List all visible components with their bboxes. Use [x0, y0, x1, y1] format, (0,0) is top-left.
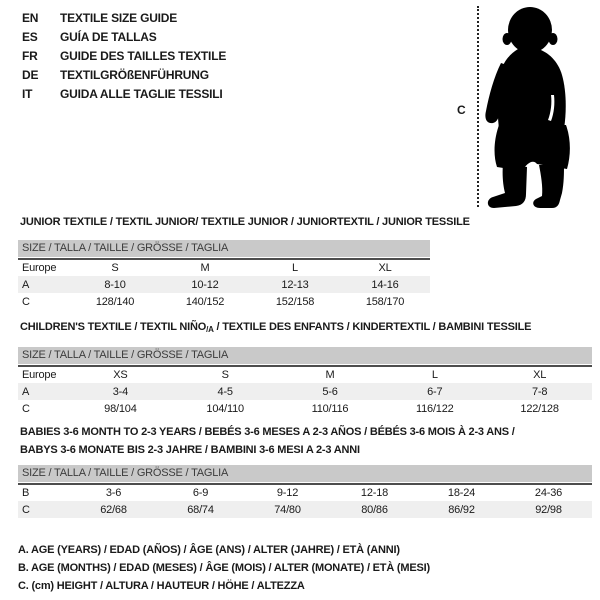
- junior-size-table: [18, 258, 430, 310]
- table-cell: 62/68: [70, 501, 157, 518]
- table-cell: 5-6: [278, 383, 383, 400]
- table-cell: XL: [533, 369, 547, 381]
- language-title: TEXTILGRÖßENFÜHRUNG: [60, 67, 209, 82]
- babies-title-line2: BABYS 3-6 MONATE BIS 2-3 JAHRE / BAMBINI 3-6 MESI A 2-3 ANNI: [20, 444, 360, 456]
- language-row-es: [22, 27, 226, 46]
- table-row: [18, 259, 430, 276]
- row-label: B: [22, 487, 30, 499]
- language-code: FR: [22, 48, 38, 63]
- footnote-c: C. (cm) HEIGHT / ALTURA / HAUTEUR / HÖHE / ALTEZZA: [18, 580, 305, 592]
- table-cell: 6-7: [382, 383, 487, 400]
- table-cell: 122/128: [520, 402, 559, 415]
- table-cell: 6-9: [192, 487, 209, 499]
- table-cell: 128/140: [95, 295, 135, 308]
- table-cell: 80/86: [331, 501, 418, 518]
- junior-section-title: JUNIOR TEXTILE / TEXTIL JUNIOR/ TEXTILE JUNIOR / JUNIORTEXTIL / JUNIOR TESSILE: [20, 216, 470, 228]
- table-cell: 152/158: [275, 295, 315, 308]
- table-cell: 14-16: [340, 276, 430, 293]
- language-row-it: [22, 84, 226, 103]
- height-measure-dotted-line: [477, 6, 479, 207]
- children-title-suffix: / TEXTILE DES ENFANTS / KINDERTEXTIL / BAMBINI TESSILE: [213, 321, 532, 333]
- language-row-fr: [22, 46, 226, 65]
- table-cell: XL: [378, 262, 392, 274]
- table-row: [18, 484, 592, 501]
- row-label: Europe: [22, 369, 57, 381]
- language-row-de: [22, 65, 226, 84]
- table-cell: 10-12: [160, 276, 250, 293]
- baby-silhouette-icon: [484, 3, 596, 211]
- table-cell: 3-6: [105, 487, 122, 499]
- table-cell: 7-8: [487, 383, 592, 400]
- language-title: GUIDA ALLE TAGLIE TESSILI: [60, 86, 223, 101]
- table-cell: 140/152: [185, 295, 225, 308]
- table-cell: 116/122: [416, 402, 454, 415]
- table-cell: 18-24: [447, 487, 476, 499]
- babies-size-header-bar: SIZE / TALLA / TAILLE / GRÖSSE / TAGLIA: [18, 465, 592, 482]
- table-cell: 8-10: [70, 276, 160, 293]
- language-header: [22, 8, 226, 103]
- row-label: A: [18, 276, 70, 293]
- junior-size-header-bar: SIZE / TALLA / TAILLE / GRÖSSE / TAGLIA: [18, 240, 430, 257]
- table-cell: 9-12: [276, 487, 299, 499]
- table-cell: 4-5: [173, 383, 278, 400]
- height-measure-label: C: [457, 103, 466, 117]
- table-cell: 12-18: [360, 487, 389, 499]
- table-cell: 12-13: [250, 276, 340, 293]
- table-row: [18, 293, 430, 310]
- footnote-a: A. AGE (YEARS) / EDAD (AÑOS) / ÂGE (ANS) / ALTER (JAHRE) / ETÀ (ANNI): [18, 544, 400, 556]
- language-code: EN: [22, 10, 39, 25]
- language-title: GUÍA DE TALLAS: [60, 29, 157, 44]
- row-label: A: [18, 383, 68, 400]
- children-size-table: [18, 365, 592, 417]
- footnote-b: B. AGE (MONTHS) / EDAD (MESES) / ÂGE (MOIS) / ALTER (MONATE) / ETÀ (MESI): [18, 562, 430, 574]
- babies-section-title: [18, 423, 592, 459]
- table-row: [18, 276, 430, 293]
- table-cell: 74/80: [244, 501, 331, 518]
- table-cell: 86/92: [418, 501, 505, 518]
- table-cell: 92/98: [505, 501, 592, 518]
- row-label: C: [22, 402, 30, 415]
- language-code: ES: [22, 29, 38, 44]
- row-label: Europe: [22, 262, 57, 274]
- language-row-en: [22, 8, 226, 27]
- table-cell: S: [111, 262, 119, 274]
- children-section-title: [18, 321, 592, 336]
- junior-section: [18, 216, 470, 310]
- table-cell: 98/104: [104, 402, 137, 415]
- children-title-prefix: CHILDREN'S TEXTILE / TEXTIL NIÑO: [20, 321, 207, 333]
- language-title: GUIDE DES TAILLES TEXTILE: [60, 48, 227, 63]
- table-cell: L: [431, 369, 438, 381]
- babies-size-table: [18, 483, 592, 518]
- row-label: C: [18, 501, 70, 518]
- children-section: [18, 321, 592, 417]
- table-row: [18, 383, 592, 400]
- language-code: DE: [22, 67, 39, 82]
- table-cell: 24-36: [534, 487, 563, 499]
- table-cell: 3-4: [68, 383, 173, 400]
- language-code: IT: [22, 86, 33, 101]
- language-title: TEXTILE SIZE GUIDE: [60, 10, 178, 25]
- table-cell: L: [292, 262, 298, 274]
- children-size-header-bar: SIZE / TALLA / TAILLE / GRÖSSE / TAGLIA: [18, 347, 592, 364]
- table-cell: 110/116: [311, 402, 349, 415]
- table-row: [18, 400, 592, 417]
- table-cell: M: [200, 262, 210, 274]
- row-label: C: [22, 295, 30, 308]
- table-cell: M: [325, 369, 335, 381]
- babies-section: [18, 423, 592, 518]
- table-cell: S: [221, 369, 229, 381]
- table-cell: XS: [113, 369, 128, 381]
- footnotes: [18, 541, 430, 595]
- table-cell: 104/110: [206, 402, 244, 415]
- table-cell: 158/170: [365, 295, 405, 308]
- babies-title-line1: BABIES 3-6 MONTH TO 2-3 YEARS / BEBÉS 3-6 MESES A 2-3 AÑOS / BÉBÉS 3-6 MOIS À 2-3 ANS /: [20, 426, 515, 438]
- table-cell: 68/74: [157, 501, 244, 518]
- table-row: [18, 366, 592, 383]
- children-title-subscript: /A: [206, 325, 214, 334]
- table-row: [18, 501, 592, 518]
